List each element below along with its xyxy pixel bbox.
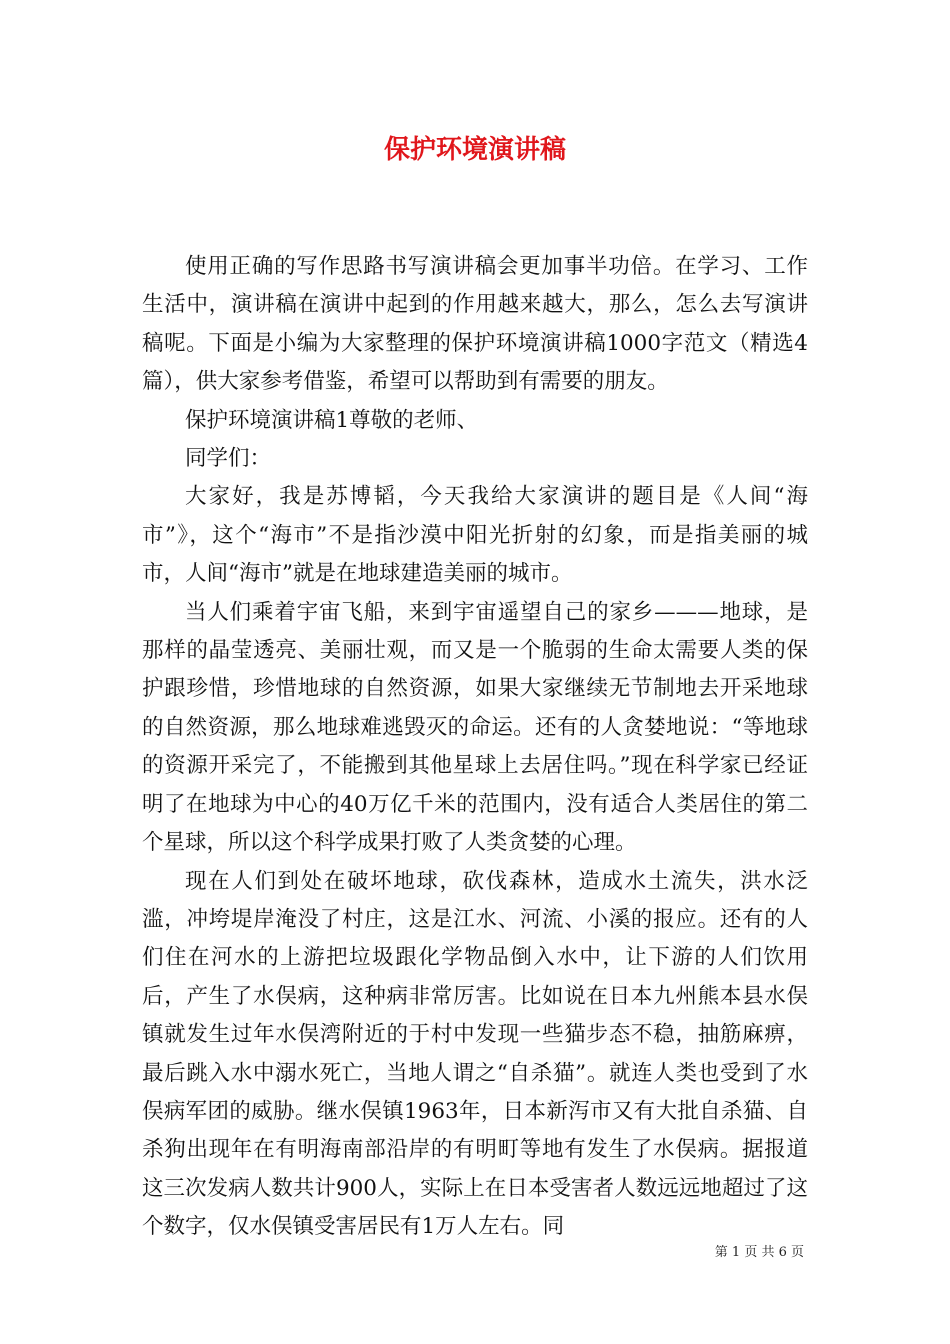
paragraph-topic: 大家好，我是苏博韬，今天我给大家演讲的题目是《人间“海市”》，这个“海市”不是指沙漠中阳光折射的幻象，而是指美丽的城市，人间“海市”就是在地球建造美丽的城市。	[142, 484, 808, 587]
paragraph-salutation: 保护环境演讲稿1尊敬的老师、	[185, 407, 479, 433]
paragraph-earth: 当人们乘着宇宙飞船，来到宇宙遥望自己的家乡———地球，是那样的晶莹透亮、美丽壮观，而又是一个脆弱的生命太需要人类的保护跟珍惜，珍惜地球的自然资源，如果大家继续无节制地去开采地球的自然资源，那么地球难逃毁灭的命运。还有的人贪婪地说：“等地球的资源开采完了，不能搬到其他星球上去居住吗。”现在科学家已经证明了在地球为中心的40万亿千米的范围内，没有适合人类居住的第二个星球，所以这个科学成果打败了人类贪婪的心理。	[142, 599, 808, 856]
paragraph-pollution: 现在人们到处在破坏地球，砍伐森林，造成水土流失，洪水泛滥，冲垮堤岸淹没了村庄，这是江水、河流、小溪的报应。还有的人们住在河水的上游把垃圾跟化学物品倒入水中，让下游的人们饮用后，产生了水俣病，这种病非常厉害。比如说在日本九州熊本县水俣镇就发生过年水俣湾附近的于村中发现一些猫步态不稳，抽筋麻痹，最后跳入水中溺水死亡，当地人谓之“自杀猫”。就连人类也受到了水俣病军团的威胁。继水俣镇1963年，日本新泻市又有大批自杀猫、自杀狗出现年在有明海南部沿岸的有明町等地有发生了水俣病。据报道这三次发病人数共计900人，实际上在日本受害者人数远远地超过了这个数字，仅水俣镇受害居民有1万人左右。同	[142, 868, 808, 1240]
document-body	[142, 248, 808, 1247]
paragraph-greeting: 同学们：	[185, 446, 272, 472]
paragraph-intro: 使用正确的写作思路书写演讲稿会更加事半功倍。在学习、工作生活中，演讲稿在演讲中起到的作用越来越大，那么，怎么去写演讲稿呢。下面是小编为大家整理的保护环境演讲稿1000字范文（精选4篇），供大家参考借鉴，希望可以帮助到有需要的朋友。	[142, 254, 808, 395]
page-title: 保护环境演讲稿	[383, 135, 566, 165]
page-number: 第 1 页 共 6 页	[714, 1245, 804, 1260]
